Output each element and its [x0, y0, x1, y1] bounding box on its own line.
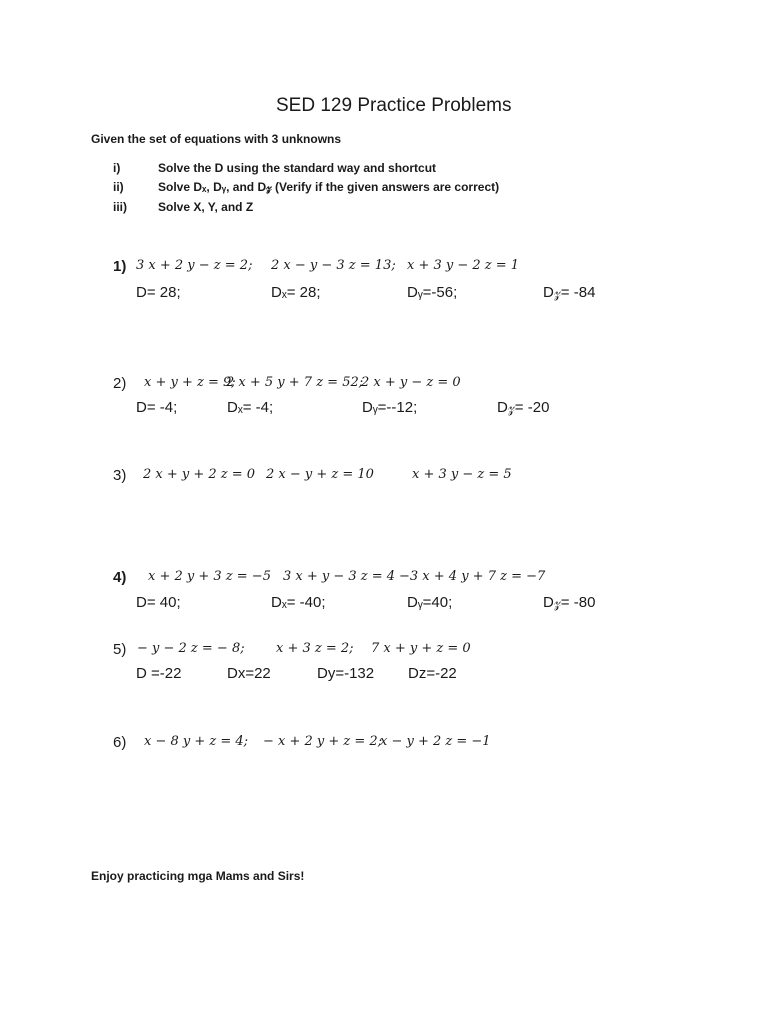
determinant-d: D= 40;: [136, 594, 181, 611]
determinant-dx: Dₓ= -4;: [227, 399, 274, 416]
instruction-text: Solve Dₓ, Dᵧ, and D𝓏 (Verify if the given answers are correct): [158, 180, 500, 194]
equation: x − 8 y + z = 4;: [144, 734, 249, 749]
equation: 3 x + y − 3 z = 4: [283, 569, 396, 584]
instruction-marker: i): [113, 161, 121, 175]
determinant-d: D= 28;: [136, 284, 181, 301]
intro-text: Given the set of equations with 3 unknowns: [91, 132, 342, 146]
determinant-dx: Dₓ= 28;: [271, 284, 321, 301]
equation: x + 3 y − z = 5: [412, 467, 512, 482]
equation: 2 x + y − z = 0: [361, 375, 461, 390]
equation: 7 x + y + z = 0: [371, 641, 471, 656]
equation: 3 x + 2 y − z = 2;: [136, 258, 253, 273]
determinant-dy: Dᵧ=-56;: [407, 284, 458, 301]
equation: x + y + z = 9;: [144, 375, 236, 390]
equation: x + 2 y + 3 z = −5: [148, 569, 271, 584]
page-title: SED 129 Practice Problems: [276, 95, 512, 116]
equation: − x + 2 y + z = 2;: [263, 734, 383, 749]
equation: x + 3 z = 2;: [276, 641, 354, 656]
equation: − y − 2 z = − 8;: [137, 641, 245, 656]
instruction-marker: ii): [113, 180, 124, 194]
equation: 2 x + y + 2 z = 0: [143, 467, 256, 482]
closing-text: Enjoy practicing mga Mams and Sirs!: [91, 869, 305, 883]
equation: 2 x − y + z = 10: [266, 467, 374, 482]
equation: x + 3 y − 2 z = 1: [407, 258, 520, 273]
problem-number: 2): [113, 375, 127, 392]
problem-number: 3): [113, 467, 127, 484]
equation: x − y + 2 z = −1: [380, 734, 491, 749]
determinant-dz: D𝓏= -84: [543, 284, 596, 301]
problem-number: 4): [113, 569, 127, 586]
determinant-dz: D𝓏= -20: [497, 399, 550, 416]
determinant-d: D =-22: [136, 665, 182, 682]
determinant-dz: D𝓏= -80: [543, 594, 596, 611]
determinant-d: D= -4;: [136, 399, 178, 416]
determinant-dz: Dz=-22: [408, 665, 457, 682]
equation: −3 x + 4 y + 7 z = −7: [399, 569, 546, 584]
equation: 2 x − y − 3 z = 13;: [271, 258, 396, 273]
determinant-dx: Dx=22: [227, 665, 271, 682]
determinant-dx: Dₓ= -40;: [271, 594, 326, 611]
equation: 2 x + 5 y + 7 z = 52;: [226, 375, 364, 390]
problem-number: 5): [113, 641, 127, 658]
instruction-text: Solve X, Y, and Z: [158, 200, 254, 214]
determinant-dy: Dy=-132: [317, 665, 375, 682]
problem-number: 6): [113, 734, 127, 751]
instruction-text: Solve the D using the standard way and shortcut: [158, 161, 437, 175]
determinant-dy: Dᵧ=--12;: [362, 399, 418, 416]
problem-number: 1): [113, 258, 127, 275]
determinant-dy: Dᵧ=40;: [407, 594, 453, 611]
instruction-marker: iii): [113, 200, 127, 214]
